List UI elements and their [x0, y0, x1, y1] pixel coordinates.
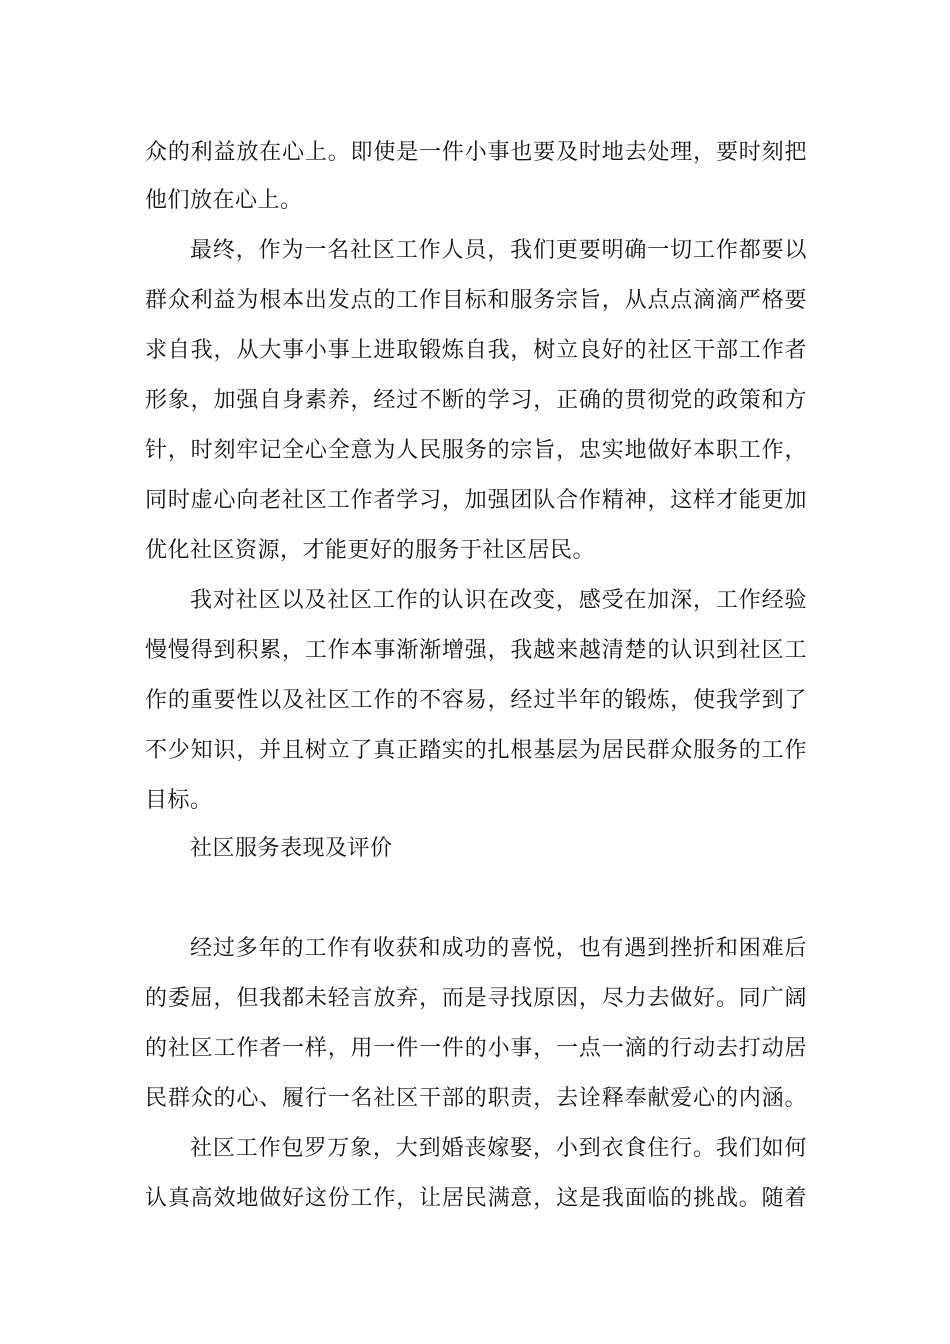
paragraph-line: 社区工作包罗万象，大到婚丧嫁娶，小到衣食住行。我们如何	[190, 1136, 807, 1161]
paragraph-line: 我对社区以及社区工作的认识在改变，感受在加深，工作经验	[190, 588, 807, 613]
paragraph-line: 求自我，从大事小事上进取锻炼自我，树立良好的社区干部工作者	[145, 338, 807, 363]
paragraph-line: 的委屈，但我都未轻言放弃，而是寻找原因，尽力去做好。同广阔	[145, 986, 807, 1011]
paragraph-line: 慢慢得到积累，工作本事渐渐增强，我越来越清楚的认识到社区工	[145, 638, 807, 663]
paragraph-line: 群众利益为根本出发点的工作目标和服务宗旨，从点点滴滴严格要	[145, 288, 807, 313]
paragraph-line: 优化社区资源，才能更好的服务于社区居民。	[145, 538, 596, 563]
paragraph-line: 不少知识，并且树立了真正踏实的扎根基层为居民群众服务的工作	[145, 738, 807, 763]
paragraph-line: 最终，作为一名社区工作人员，我们更要明确一切工作都要以	[190, 238, 807, 263]
paragraph-line: 他们放在心上。	[145, 188, 303, 213]
paragraph-line: 针，时刻牢记全心全意为人民服务的宗旨，忠实地做好本职工作，	[145, 438, 807, 463]
paragraph-line: 作的重要性以及社区工作的不容易，经过半年的锻炼，使我学到了	[145, 688, 807, 713]
paragraph-line: 形象，加强自身素养，经过不断的学习，正确的贯彻党的政策和方	[145, 388, 807, 413]
paragraph-line: 同时虚心向老社区工作者学习，加强团队合作精神，这样才能更加	[145, 488, 807, 513]
paragraph-line: 经过多年的工作有收获和成功的喜悦，也有遇到挫折和困难后	[190, 936, 807, 961]
paragraph-line: 认真高效地做好这份工作，让居民满意，这是我面临的挑战。随着	[145, 1186, 807, 1211]
section-heading: 社区服务表现及评价	[190, 836, 393, 861]
paragraph-line: 的社区工作者一样，用一件一件的小事，一点一滴的行动去打动居	[145, 1036, 807, 1061]
paragraph-line: 目标。	[145, 788, 213, 813]
paragraph-line: 民群众的心、履行一名社区干部的职责，去诠释奉献爱心的内涵。	[145, 1086, 807, 1111]
paragraph-line: 众的利益放在心上。即使是一件小事也要及时地去处理，要时刻把	[145, 140, 807, 165]
